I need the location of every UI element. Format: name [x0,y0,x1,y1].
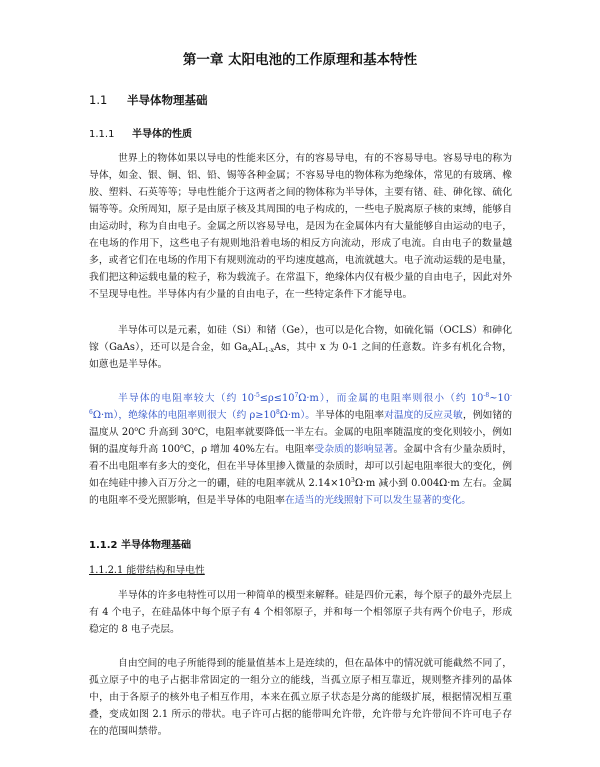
paragraph-semiconductor-properties: 世界上的物体如果以导电的性能来区分，有的容易导电，有的不容易导电。容易导电的称为导体，如金、银、铜、铝、铅、锡等各种金属；不容易导电的物体称为绝缘体，常见的有玻璃、橡胶、塑料、石英等等；导电性能介于这两者之间的物体称为半导体，主要有锗、硅、砷化镓、硫化镉等等。众所周知，原子是由原子核及其周围的电子构成的，一些电子脱离原子核的束缚，能够自由运动时，称为自由电子。金属之所以容易导电，是因为在金属体内有大量能够自由运动的电子，在电场的作用下，这些电子有规则地沿着电场的相反方向流动，形成了电流。自由电子的数量越多，或者它们在电场的作用下有规则流动的平均速度越高，电流就越大。电子流动运载的是电量，我们把这种运载电量的粒子，称为载流子。在常温下，绝缘体内仅有极少量的自由电子，因此对外不呈现导电性。半导体内有少量的自由电子，在一些特定条件下才能导电。 [89,153,512,300]
section-heading-1-1-2: 1.1.2 半导体物理基础 [89,540,191,551]
section-title: 半导体物理基础 [127,93,208,107]
section-title: 半导体的性质 [132,129,192,140]
section-number: 1.1 [89,93,108,107]
section-heading-1-1-2-1: 1.1.2.1 能带结构和导电性 [89,565,205,576]
paragraph-band-model: 半导体的许多电特性可以用一种简单的模型来解释。硅是四价元素，每个原子的最外壳层上有 4 个电子，在硅晶体中每个原子有 4 个相邻原子，并和每一个相邻原子共有两个价电子，形成稳定的 8 电子壳层。 [89,590,512,635]
section-heading-1-1-1 [89,125,192,140]
section-number: 1.1.1 [89,129,115,140]
paragraph-semiconductor-types: 半导体可以是元素，如硅（Si）和锗（Ge），也可以是化合物，如硫化镉（OCLS）和砷化镓（GaAs），还可以是合金，如 $Ga_xAL_{1-x}As$，其中 x 为 0-1 之间的任意数。许多有机化合物，如蒽也是半导体。 [89,325,512,370]
chapter-title: 第一章 太阳电池的工作原理和基本特性 [182,52,418,68]
paragraph-energy-bands: 自由空间的电子所能得到的能量值基本上是连续的，但在晶体中的情况就可能截然不同了，孤立原子中的电子占据非常固定的一组分立的能线，当孤立原子相互靠近，规则整齐排列的晶体中，由于各原子的核外电子相互作用，本来在孤立原子状态是分离的能级扩展，根据情况相互重叠，变成如图 2.1 所示的带状。电子许可占据的能带叫允许带，允许带与允许带间不许可电子存在的范围叫禁带。 [89,658,512,737]
paragraph-resistivity: 半导体的电阻率较大（约 $10^{-5}\le\rho\le 10^7\Omega\cdot m$），而金属的电阻率则很小（约 $10^{-8}\sim 10^{-6}\Omega\cdot m$），绝缘体的电阻率则很大（约 $\rho\ge 10^8\Omega\cdot m$）。半导体的电阻率对温度的反应灵敏，例如锗的温度从 20$^o$C 升高到 30$^o$C，电阻率就要降低一半左右。金属的电阻率随温度的变化则较小，例如铜的温度每升高 100$^o$C，ρ 增加 40%左右。电阻率受杂质的影响显著。金属中含有少量杂质时，看不出电阻率有多大的变化，但在半导体里掺入微量的杂质时，却可以引起电阻率很大的变化，例如在纯硅中掺入百万分之一的硼，硅的电阻率就从 $2.14\times 10^3\Omega\cdot m$ 减小到 0.004Ω·m 左右。金属的电阻率不受光照影响，但是半导体的电阻率在适当的光线照射下可以发生显著的变化。 [89,392,513,506]
section-heading-1-1 [89,92,208,108]
